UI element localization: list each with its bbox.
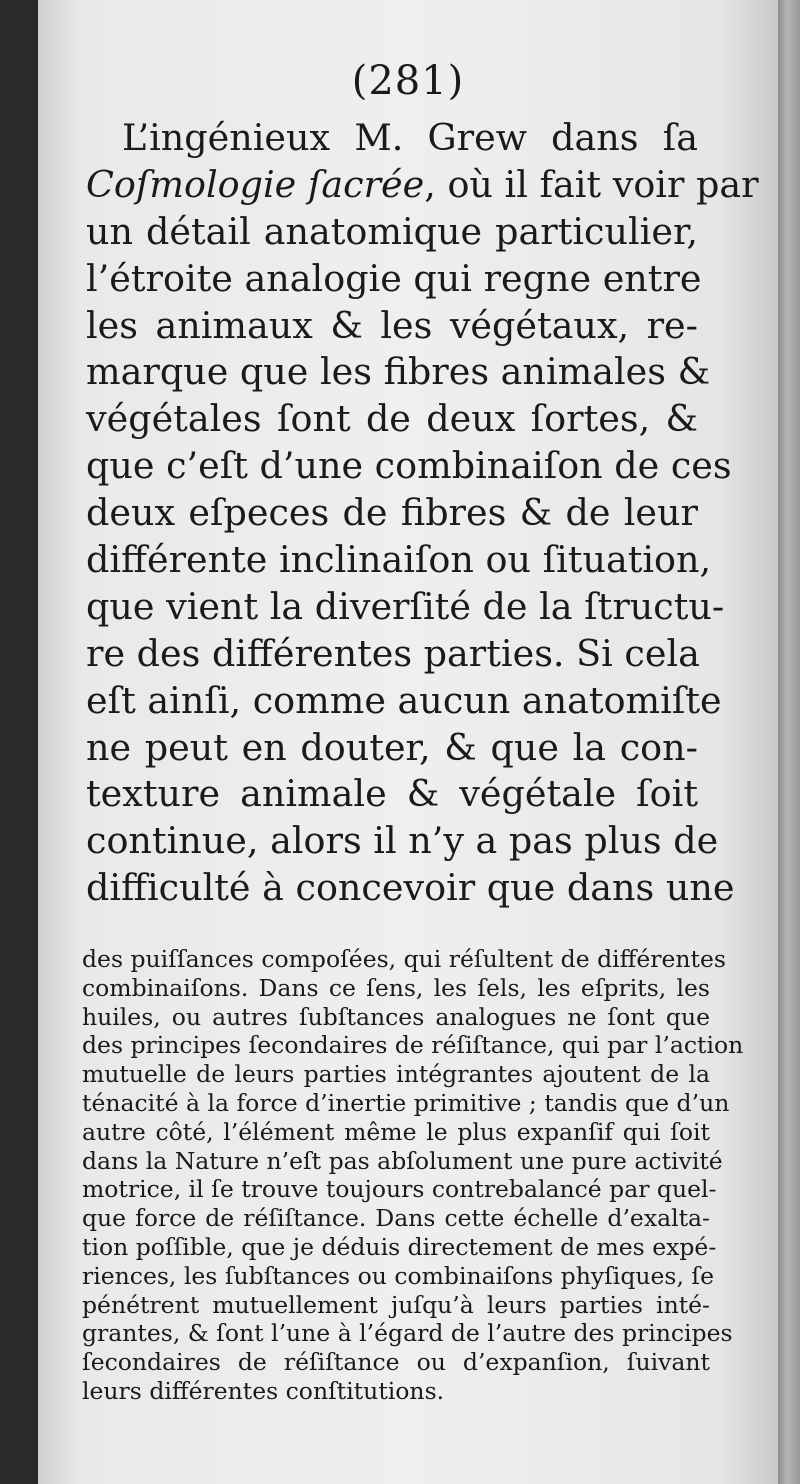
note-line-1: des puiſſances compoſées, qui réſultent de différentes	[82, 945, 726, 973]
page-number: (281)	[351, 58, 465, 104]
note-line-12: riences, les ſubſtances ou combinaiſons phyſiques, ſe	[82, 1261, 715, 1290]
main-line-5: les animaux & les végétaux, re-	[86, 303, 698, 347]
main-line-12: re des différentes parties. Si cela	[86, 631, 700, 675]
main-line-6: marque que les fibres animales &	[86, 350, 711, 394]
note-line-14: grantes, & ſont l’une à l’égard de l’autre des principes	[82, 1319, 733, 1348]
note-line-16: leurs différentes conſtitutions.	[82, 1376, 445, 1405]
main-line-11: que vient la diverſité de la ſtructu-	[86, 584, 725, 628]
note-line-7: autre côté, l’élément même le plus expanſif qui ſoit	[82, 1117, 710, 1146]
note-line-9: motrice, il ſe trouve toujours contrebalancé par quel-	[82, 1175, 717, 1204]
note-line-15: ſecondaires de réſiſtance ou d’expanſion, ſuivant	[82, 1348, 710, 1377]
main-line-9: deux eſpeces de fibres & de leur	[86, 491, 698, 535]
book-title: Coſmologie ſacrée	[86, 162, 425, 206]
page-edge-shadow	[778, 0, 800, 1484]
main-line-17: difficulté à concevoir que dans une	[86, 866, 735, 910]
main-line-2-rest: , où il fait voir par	[424, 162, 759, 206]
main-line-8: que c’eſt d’une combinaiſon de ces	[86, 444, 732, 488]
main-line-13: eſt ainſi, comme aucun anatomiſte	[86, 678, 722, 722]
main-line-10: différente inclinaiſon ou ſituation,	[86, 538, 712, 582]
main-line-15: texture animale & végétale ſoit	[86, 772, 698, 816]
note-line-10: que force de réſiſtance. Dans cette échelle d’exalta-	[82, 1204, 710, 1233]
note-line-2: combinaiſons. Dans ce ſens, les ſels, les eſprits, les	[82, 973, 710, 1002]
main-line-1: L’ingénieux M. Grew dans ſa	[122, 116, 698, 159]
note-line-4: des principes ſecondaires de réſiſtance, qui par l’action	[82, 1031, 744, 1060]
main-line-4: l’étroite analogie qui regne entre	[86, 256, 702, 300]
note-line-3: huiles, ou autres ſubſtances analogues ne ſont que	[82, 1002, 710, 1031]
main-line-3: un détail anatomique particulier,	[86, 209, 698, 253]
note-line-11: tion poſſible, que je déduis directement de mes expé-	[82, 1232, 717, 1261]
main-paragraph	[86, 115, 759, 912]
note-line-8: dans la Nature n’eſt pas abſolument une pure activité	[82, 1146, 723, 1175]
book-page	[38, 0, 778, 1484]
main-line-16: continue, alors il n’y a pas plus de	[86, 819, 719, 863]
note-line-6: ténacité à la force d’inertie primitive ; tandis que d’un	[82, 1088, 730, 1117]
main-line-2	[86, 162, 759, 209]
note-line-5: mutuelle de leurs parties intégrantes ajoutent de la	[82, 1060, 710, 1089]
main-line-7: végétales ſont de deux ſortes, &	[86, 397, 698, 441]
main-line-14: ne peut en douter, & que la con-	[86, 725, 698, 769]
note-line-13: pénétrent mutuellement juſqu’à leurs parties inté-	[82, 1290, 710, 1319]
note-paragraph	[82, 945, 744, 1406]
